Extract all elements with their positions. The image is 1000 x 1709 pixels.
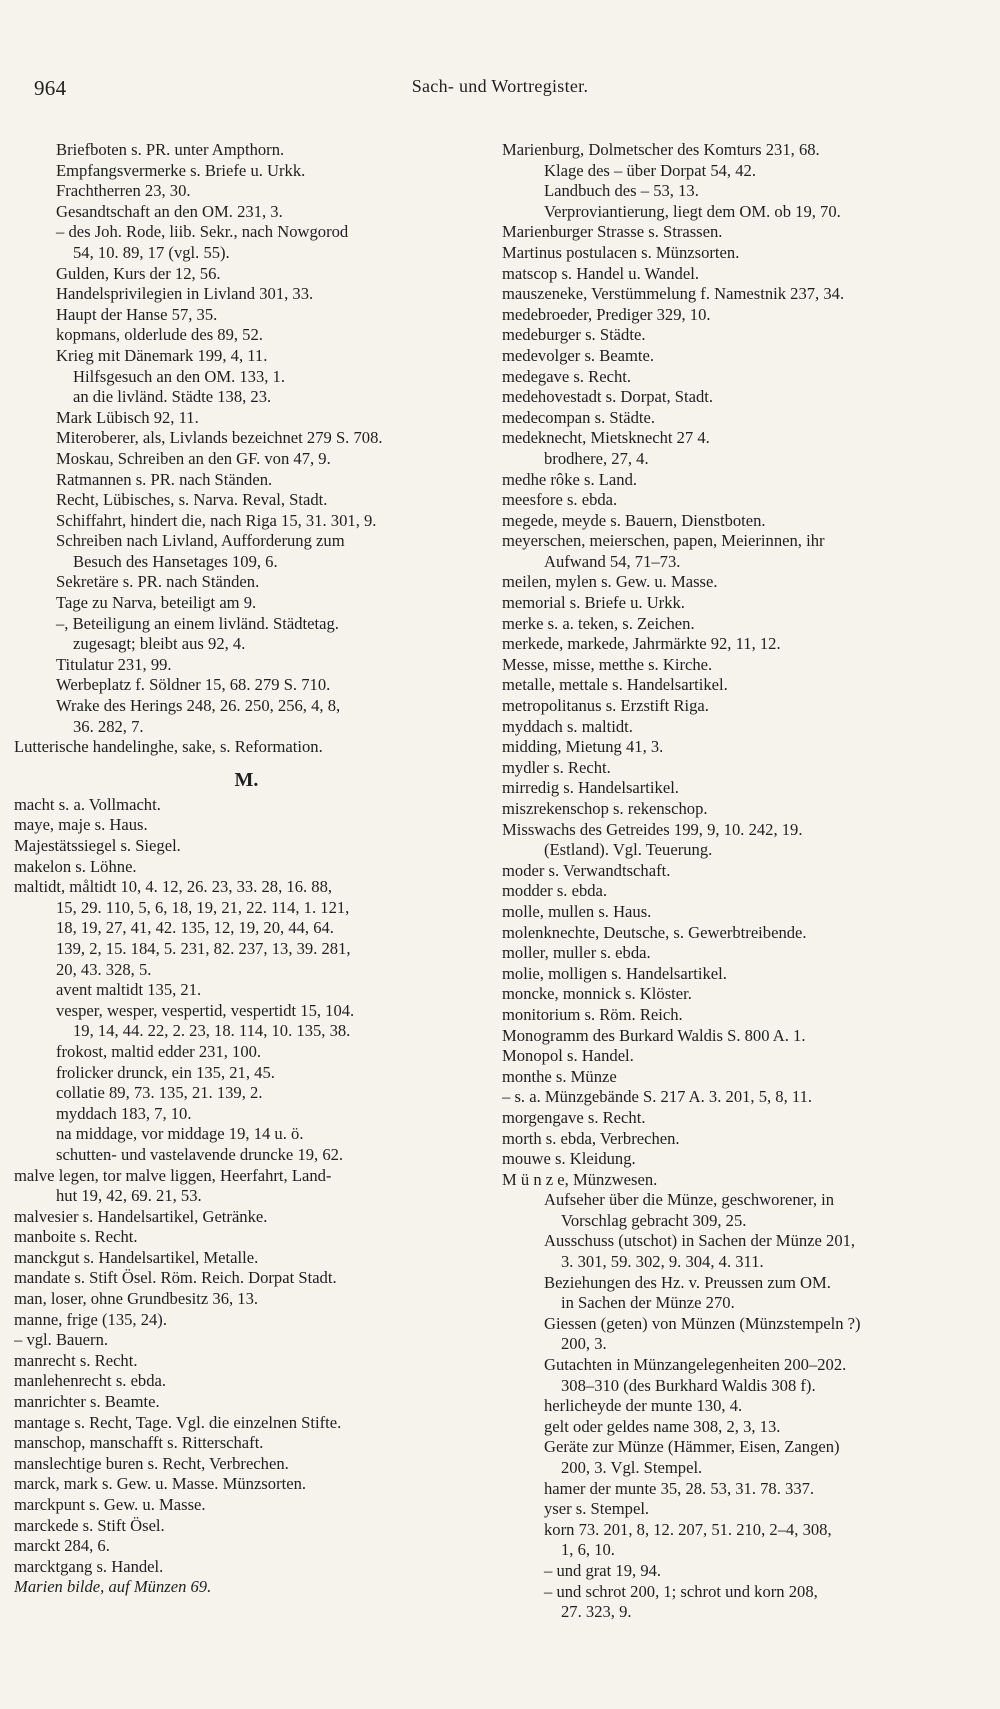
index-entry-line: Schiffahrt, hindert die, nach Riga 15, 31. 301, 9. (56, 510, 377, 530)
index-entry-line: metalle, mettale s. Handelsartikel. (502, 675, 728, 695)
index-entry-line: frokost, maltid edder 231, 100. (56, 1041, 262, 1061)
index-entry-line: marcktgang s. Handel. (14, 1556, 164, 1576)
index-entry-line: manrecht s. Recht. (14, 1350, 138, 1370)
index-entry-line: Vorschlag gebracht 309, 25. (561, 1210, 747, 1230)
index-entry-line: Sekretäre s. PR. nach Ständen. (56, 572, 260, 592)
index-entry-line: 200, 3. (561, 1334, 607, 1354)
index-entry-line: collatie 89, 73. 135, 21. 139, 2. (56, 1083, 263, 1103)
index-entry-line: marckpunt s. Gew. u. Masse. (14, 1495, 206, 1514)
index-entry-line: modder s. ebda. (502, 881, 608, 901)
index-entry-line: Lutterische handelinghe, sake, s. Reformation. (14, 737, 323, 757)
index-entry-line: morgengave s. Recht. (502, 1107, 646, 1127)
index-entry-line: 308–310 (des Burkhard Waldis 308 f). (561, 1375, 816, 1395)
index-entry-line: Ausschuss (utschot) in Sachen der Münze 201, (544, 1231, 856, 1251)
index-entry-line: manslechtige buren s. Recht, Verbrechen. (14, 1453, 289, 1473)
index-entry-line: matscop s. Handel u. Wandel. (502, 263, 699, 283)
index-entry-line: manschop, manschafft s. Ritterschaft. (14, 1433, 264, 1453)
index-entry-line: Landbuch des – 53, 13. (544, 181, 699, 201)
index-entry-line: 20, 43. 328, 5. (56, 959, 152, 979)
index-entry-line: 36. 282, 7. (73, 716, 144, 736)
index-entry-line: Monopol s. Handel. (502, 1046, 634, 1066)
index-entry-line: Marienburg, Dolmetscher des Komturs 231, 68. (502, 140, 820, 159)
index-entry-line: maye, maje s. Haus. (14, 815, 148, 835)
index-entry-line: monitorium s. Röm. Reich. (502, 1004, 683, 1024)
index-entry-line: mandate s. Stift Ösel. Röm. Reich. Dorpat Stadt. (14, 1268, 337, 1288)
index-entry-line: merke s. a. teken, s. Zeichen. (502, 613, 695, 633)
index-entry-line: Tage zu Narva, beteiligt am 9. (56, 593, 257, 613)
index-entry-line: schutten- und vastelavende druncke 19, 62. (56, 1144, 344, 1164)
index-entry-line: midding, Mietung 41, 3. (502, 737, 664, 757)
index-entry-line: Klage des – über Dorpat 54, 42. (544, 160, 756, 180)
index-entry-line: Ratmannen s. PR. nach Ständen. (56, 469, 273, 489)
index-entry-line: (Estland). Vgl. Teuerung. (544, 840, 713, 860)
index-entry-line: manckgut s. Handelsartikel, Metalle. (14, 1247, 259, 1267)
index-entry-line: Aufseher über die Münze, geschworener, in (544, 1190, 835, 1210)
index-entry-line: Empfangsvermerke s. Briefe u. Urkk. (56, 160, 306, 180)
index-entry-line: myddach 183, 7, 10. (56, 1103, 192, 1123)
index-entry-line: –, Beteiligung an einem livländ. Städtetag. (56, 613, 339, 633)
index-entry-line: molenknechte, Deutsche, s. Gewerbtreibende. (502, 922, 807, 942)
index-entry-line: manboite s. Recht. (14, 1227, 138, 1247)
index-entry-line: Geräte zur Münze (Hämmer, Eisen, Zangen) (544, 1437, 840, 1457)
index-entry-line: – s. a. Münzgebände S. 217 A. 3. 201, 5, 8, 11. (502, 1087, 813, 1107)
index-entry-line: in Sachen der Münze 270. (561, 1293, 735, 1313)
index-entry-line: metropolitanus s. Erzstift Riga. (502, 696, 709, 716)
index-entry-line: 1, 6, 10. (561, 1540, 615, 1560)
index-entry-line: manlehenrecht s. ebda. (14, 1371, 167, 1391)
index-entry-line: medeknecht, Mietsknecht 27 4. (502, 428, 710, 448)
index-entry-line: medeburger s. Städte. (502, 325, 646, 345)
index-entry-line: Verproviantierung, liegt dem OM. ob 19, 70. (544, 201, 841, 221)
index-entry-line: 15, 29. 110, 5, 6, 18, 19, 21, 22. 114, 1. 121, (56, 897, 350, 917)
index-entry-line: – und schrot 200, 1; schrot und korn 208, (544, 1581, 818, 1601)
index-entry-line: 27. 323, 9. (561, 1602, 632, 1622)
index-entry-line: Krieg mit Dänemark 199, 4, 11. (56, 345, 268, 365)
index-entry-line: zugesagt; bleibt aus 92, 4. (73, 634, 246, 654)
index-entry-line: Titulatur 231, 99. (56, 654, 172, 674)
index-entry-line: Wrake des Herings 248, 26. 250, 256, 4, 8, (56, 696, 341, 716)
index-entry-line: Majestätssiegel s. Siegel. (14, 836, 181, 855)
index-entry-line: 200, 3. Vgl. Stempel. (561, 1458, 703, 1477)
index-entry-line: megede, meyde s. Bauern, Dienstboten. (502, 510, 766, 530)
index-entry-line: marckt 284, 6. (14, 1536, 110, 1556)
index-entry-line: Beziehungen des Hz. v. Preussen zum OM. (544, 1272, 831, 1292)
index-entry-line: memorial s. Briefe u. Urkk. (502, 593, 685, 613)
index-entry-line: Schreiben nach Livland, Aufforderung zum (56, 531, 345, 551)
index-entry-line: meilen, mylen s. Gew. u. Masse. (502, 572, 718, 592)
index-entry-line: Recht, Lübisches, s. Narva. Reval, Stadt. (56, 490, 328, 510)
index-entry-line: moder s. Verwandtschaft. (502, 860, 671, 880)
index-entry-line: mouwe s. Kleidung. (502, 1149, 636, 1169)
index-entry-line: Miteroberer, als, Livlands bezeichnet 279 S. 708. (56, 428, 383, 448)
index-entry-line: Haupt der Hanse 57, 35. (56, 304, 218, 324)
index-entry-line: moller, muller s. ebda. (502, 943, 651, 963)
index-entry-line: macht s. a. Vollmacht. (14, 794, 161, 814)
index-entry-line: M ü n z e, Münzwesen. (502, 1169, 658, 1189)
page-number: 964 (34, 76, 67, 100)
index-entry-line: Frachtherren 23, 30. (56, 181, 191, 201)
index-entry-line: gelt oder geldes name 308, 2, 3, 13. (544, 1416, 781, 1436)
index-entry-line: medecompan s. Städte. (502, 407, 655, 427)
index-entry-line: myddach s. maltidt. (502, 716, 633, 736)
index-entry-line: Besuch des Hansetages 109, 6. (73, 551, 278, 571)
index-entry-line: an die livländ. Städte 138, 23. (73, 387, 272, 407)
index-entry-line: manne, frige (135, 24). (14, 1309, 167, 1329)
index-entry-line: Gutachten in Münzangelegenheiten 200–202. (544, 1355, 847, 1375)
index-entry-line: malvesier s. Handelsartikel, Getränke. (14, 1206, 268, 1226)
index-entry-line: – vgl. Bauern. (14, 1330, 109, 1350)
index-entry-line: Handelsprivilegien in Livland 301, 33. (56, 284, 314, 304)
index-entry-line: medehovestadt s. Dorpat, Stadt. (502, 387, 714, 407)
section-letter: M. (234, 768, 259, 791)
index-entry-line: Mark Lübisch 92, 11. (56, 407, 199, 427)
index-entry-line: manrichter s. Beamte. (14, 1392, 160, 1412)
index-entry-line: herlicheyde der munte 130, 4. (544, 1396, 743, 1416)
index-entry-line: na middage, vor middage 19, 14 u. ö. (56, 1124, 304, 1144)
index-entry-line: vesper, wesper, vespertid, vespertidt 15, 104. (56, 1000, 355, 1020)
index-entry-line: marckede s. Stift Ösel. (14, 1515, 165, 1535)
index-entry-line: frolicker drunck, ein 135, 21, 45. (56, 1062, 275, 1082)
index-entry-line: Marienburger Strasse s. Strassen. (502, 222, 723, 242)
index-entry-line: 54, 10. 89, 17 (vgl. 55). (73, 242, 230, 262)
index-entry-line: mauszeneke, Verstümmelung f. Namestnik 237, 34. (502, 284, 845, 304)
index-entry-line: moncke, monnick s. Klöster. (502, 984, 692, 1004)
index-entry-line: brodhere, 27, 4. (544, 448, 649, 468)
index-entry-line: Werbeplatz f. Söldner 15, 68. 279 S. 710. (56, 675, 331, 695)
index-entry-line: 18, 19, 27, 41, 42. 135, 12, 19, 20, 44, 64. (56, 918, 334, 938)
index-entry-line: avent maltidt 135, 21. (56, 980, 202, 1000)
running-head: Sach- und Wortregister. (411, 76, 589, 96)
index-entry-line: 3. 301, 59. 302, 9. 304, 4. 311. (561, 1252, 764, 1272)
index-entry-line: kopmans, olderlude des 89, 52. (56, 325, 263, 345)
index-entry-line: molle, mullen s. Haus. (502, 901, 652, 921)
index-entry-line: korn 73. 201, 8, 12. 207, 51. 210, 2–4, 308, (544, 1519, 832, 1539)
index-entry-line: 19, 14, 44. 22, 2. 23, 18. 114, 10. 135, 38. (73, 1021, 351, 1041)
index-entry-line: Gulden, Kurs der 12, 56. (56, 263, 221, 283)
index-entry-line: hut 19, 42, 69. 21, 53. (56, 1186, 202, 1206)
index-entry-line: Briefboten s. PR. unter Ampthorn. (56, 140, 285, 159)
index-entry-line: Giessen (geten) von Münzen (Münzstempeln ?) (544, 1313, 861, 1333)
index-entry-line: medhe rôke s. Land. (502, 469, 638, 489)
index-entry-line: malve legen, tor malve liggen, Heerfahrt, Land- (14, 1165, 332, 1185)
index-entry-line: meyerschen, meierschen, papen, Meierinnen, ihr (502, 531, 825, 551)
index-entry-line: man, loser, ohne Grundbesitz 36, 13. (14, 1289, 259, 1309)
index-entry-line: – und grat 19, 94. (544, 1560, 662, 1580)
index-entry-line: makelon s. Löhne. (14, 856, 137, 876)
index-entry-line: miszrekenschop s. rekenschop. (502, 799, 708, 818)
index-entry-line: Aufwand 54, 71–73. (544, 551, 681, 571)
index-entry-line: mantage s. Recht, Tage. Vgl. die einzelnen Stifte. (14, 1412, 342, 1432)
index-entry-line: Monogramm des Burkard Waldis S. 800 A. 1. (502, 1025, 806, 1045)
index-entry-line: yser s. Stempel. (544, 1499, 650, 1519)
index-entry-line: mirredig s. Handelsartikel. (502, 778, 679, 798)
index-entry-line: merkede, markede, Jahrmärkte 92, 11, 12. (502, 634, 781, 654)
index-entry-line: Marien bilde, auf Münzen 69. (14, 1577, 212, 1597)
index-entry-line: Moskau, Schreiben an den GF. von 47, 9. (56, 448, 331, 468)
index-entry-line: Misswachs des Getreides 199, 9, 10. 242, 19. (502, 819, 803, 839)
index-entry-line: 139, 2, 15. 184, 5. 231, 82. 237, 13, 39. 281, (56, 938, 351, 958)
index-entry-line: hamer der munte 35, 28. 53, 31. 78. 337. (544, 1478, 815, 1498)
index-entry-line: molie, molligen s. Handelsartikel. (502, 963, 727, 983)
index-entry-line: meesfore s. ebda. (502, 490, 618, 510)
page-header (34, 76, 966, 100)
index-entry-line: maltidt, måltidt 10, 4. 12, 26. 23, 33. 28, 16. 88, (14, 877, 333, 897)
index-entry-line: Martinus postulacen s. Münzsorten. (502, 242, 740, 262)
index-entry-line: medebroeder, Prediger 329, 10. (502, 304, 711, 324)
index-entry-line: Gesandtschaft an den OM. 231, 3. (56, 201, 283, 221)
index-entry-line: mydler s. Recht. (502, 757, 611, 777)
index-entry-line: morth s. ebda, Verbrechen. (502, 1128, 680, 1148)
index-entry-line: medevolger s. Beamte. (502, 345, 655, 365)
index-entry-line: – des Joh. Rode, liib. Sekr., nach Nowgorod (56, 222, 349, 242)
index-entry-line: Messe, misse, metthe s. Kirche. (502, 654, 713, 674)
index-entry-line: monthe s. Münze (502, 1066, 617, 1086)
index-entry-line: marck, mark s. Gew. u. Masse. Münzsorten. (14, 1474, 307, 1494)
right-index-column (502, 140, 967, 1623)
index-entry-line: medegave s. Recht. (502, 366, 632, 386)
left-index-column (14, 140, 479, 1598)
index-entry-line: Hilfsgesuch an den OM. 133, 1. (73, 366, 285, 386)
